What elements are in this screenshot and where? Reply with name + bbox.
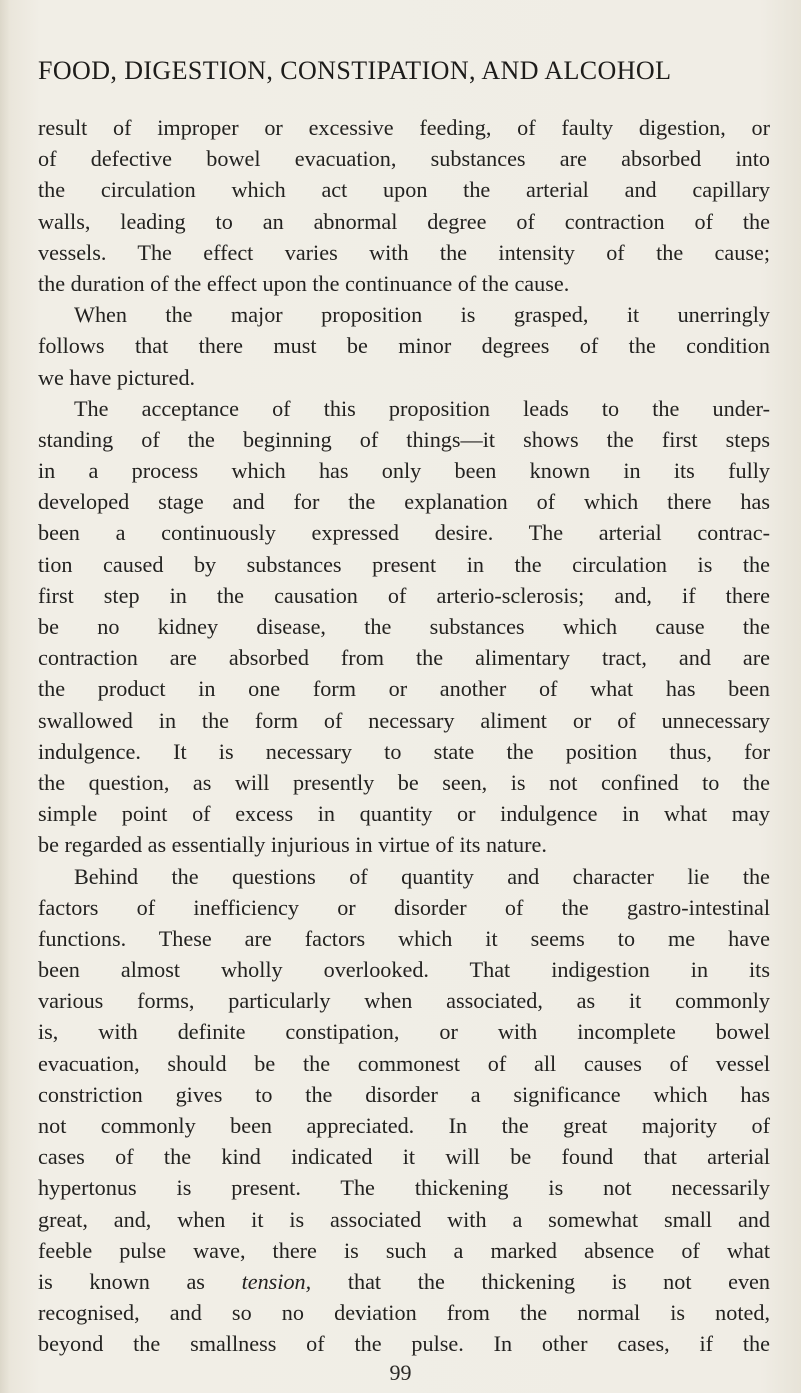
- text-line: the product in one form or another of what has been: [38, 676, 770, 702]
- text-line: evacuation, should be the commonest of all causes of vessel: [38, 1050, 770, 1076]
- text-line: feeble pulse wave, there is such a marked absence of what: [38, 1237, 770, 1263]
- body-text: [38, 112, 770, 1360]
- text-line: beyond the smallness of the pulse. In other cases, if the: [38, 1331, 770, 1357]
- text-segment: is known as: [38, 1268, 205, 1294]
- text-line: be regarded as essentially injurious in virtue of its nature.: [38, 832, 547, 858]
- running-head: FOOD, DIGESTION, CONSTIPATION, AND ALCOHOL: [38, 56, 672, 85]
- text-line: functions. These are factors which it seems to me have: [38, 925, 770, 951]
- text-line: tion caused by substances present in the circulation is the: [38, 551, 770, 577]
- text-line: factors of inefficiency or disorder of the gastro-intestinal: [38, 894, 770, 920]
- text-line: developed stage and for the explanation of which there has: [38, 489, 770, 515]
- text-line: of defective bowel evacuation, substances are absorbed into: [38, 146, 770, 172]
- text-line: simple point of excess in quantity or indulgence in what may: [38, 801, 770, 827]
- text-line: constriction gives to the disorder a significance which has: [38, 1081, 770, 1107]
- text-line: When the major proposition is grasped, it unerringly: [74, 302, 770, 328]
- text-line: walls, leading to an abnormal degree of contraction of the: [38, 208, 770, 234]
- text-line: Behind the questions of quantity and character lie the: [74, 863, 770, 889]
- text-line: in a process which has only been known in its fully: [38, 458, 770, 484]
- text-line: hypertonus is present. The thickening is not necessarily: [38, 1175, 770, 1201]
- text-line: follows that there must be minor degrees of the condition: [38, 333, 770, 359]
- text-line: the circulation which act upon the arterial and capillary: [38, 177, 770, 203]
- text-line: be no kidney disease, the substances which cause the: [38, 614, 770, 639]
- text-line: the question, as will presently be seen, is not confined to the: [38, 769, 770, 795]
- text-line: the duration of the effect upon the continuance of the cause.: [38, 270, 570, 296]
- text-line: result of improper or excessive feeding, of faulty digestion, or: [38, 115, 770, 140]
- text-line: been almost wholly overlooked. That indigestion in its: [38, 957, 770, 983]
- text-line: great, and, when it is associated with a somewhat small and: [38, 1206, 770, 1232]
- text-line: vessels. The effect varies with the intensity of the cause;: [38, 239, 770, 265]
- text-line-with-emphasis: [38, 1266, 770, 1297]
- text-segment: that the thickening is not even: [347, 1268, 771, 1294]
- text-line: first step in the causation of arterio-sclerosis; and, if there: [38, 582, 770, 608]
- text-line: been a continuously expressed desire. The arterial contrac-: [38, 520, 770, 546]
- emphasized-word: tension,: [241, 1268, 312, 1294]
- text-line: indulgence. It is necessary to state the position thus, for: [38, 738, 770, 764]
- text-line: various forms, particularly when associated, as it commonly: [38, 988, 770, 1014]
- text-line: is, with definite constipation, or with incomplete bowel: [38, 1019, 770, 1045]
- text-line: swallowed in the form of necessary aliment or of unnecessary: [38, 707, 770, 733]
- text-line: we have pictured.: [38, 364, 196, 390]
- text-line: not commonly been appreciated. In the great majority of: [38, 1113, 770, 1138]
- text-line: recognised, and so no deviation from the normal is noted,: [38, 1300, 770, 1326]
- text-line: The acceptance of this proposition leads to the under-: [74, 395, 770, 421]
- text-line: contraction are absorbed from the alimentary tract, and are: [38, 645, 770, 671]
- text-line: cases of the kind indicated it will be found that arterial: [38, 1144, 770, 1170]
- page-number: 99: [389, 1360, 412, 1385]
- text-line: standing of the beginning of things—it shows the first steps: [38, 426, 770, 452]
